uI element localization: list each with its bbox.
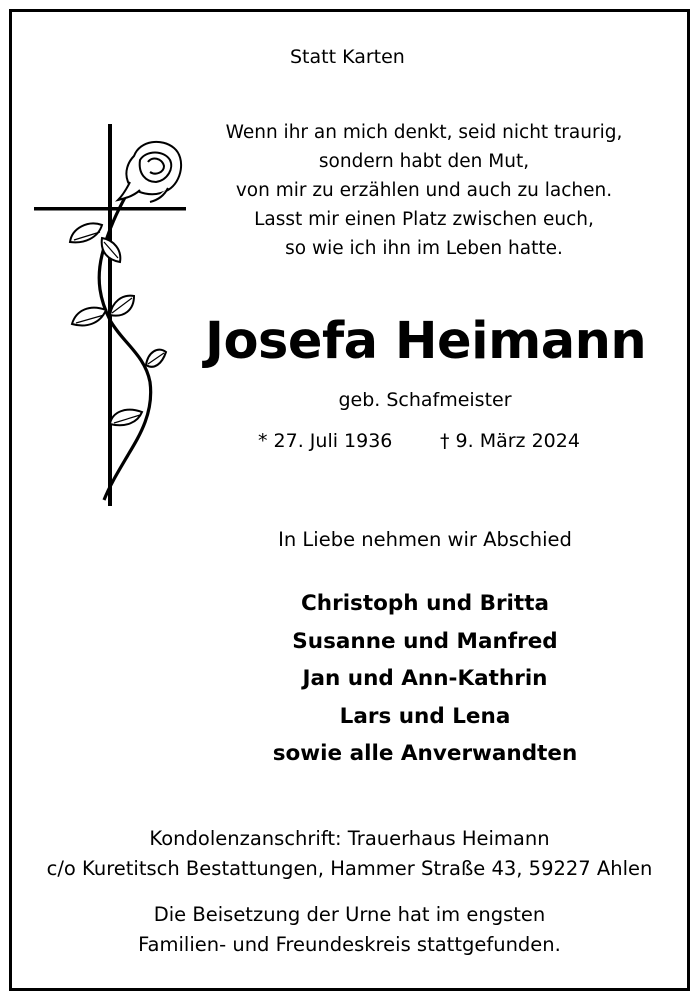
mourner: Susanne und Manfred xyxy=(292,628,558,654)
maiden-name: geb. Schafmeister xyxy=(338,389,512,411)
header-text: Statt Karten xyxy=(290,46,405,68)
burial-line: Die Beisetzung der Urne hat im engsten xyxy=(153,903,546,926)
death-date: † 9. März 2024 xyxy=(440,430,580,452)
birth-date: * 27. Juli 1936 xyxy=(258,430,393,452)
cross-with-rose-icon xyxy=(30,120,200,510)
mourner: sowie alle Anverwandten xyxy=(272,741,578,766)
mourners-list xyxy=(205,585,645,773)
address-line: c/o Kuretitsch Bestattungen, Hammer Straße 43, 59227 Ahlen xyxy=(46,857,653,880)
poem-line: sondern habt den Mut, xyxy=(318,151,530,172)
farewell-text: In Liebe nehmen wir Abschied xyxy=(278,528,572,551)
mourner: Christoph und Britta xyxy=(301,591,549,616)
poem-line: Wenn ihr an mich denkt, seid nicht traurig, xyxy=(225,122,623,143)
mourner: Jan und Ann-Kathrin xyxy=(302,666,548,691)
burial-notice xyxy=(12,900,687,960)
mourner: Lars und Lena xyxy=(339,703,511,729)
poem-line: so wie ich ihn im Leben hatte. xyxy=(285,238,563,259)
burial-line: Familien- und Freundeskreis stattgefunden. xyxy=(138,933,561,956)
address-line: Kondolenzanschrift: Trauerhaus Heimann xyxy=(149,827,550,850)
poem xyxy=(214,118,634,263)
poem-line: von mir zu erzählen und auch zu lachen. xyxy=(235,180,613,201)
condolence-address xyxy=(12,824,687,884)
poem-line: Lasst mir einen Platz zwischen euch, xyxy=(254,209,594,230)
deceased-name: Josefa Heimann xyxy=(205,312,647,371)
